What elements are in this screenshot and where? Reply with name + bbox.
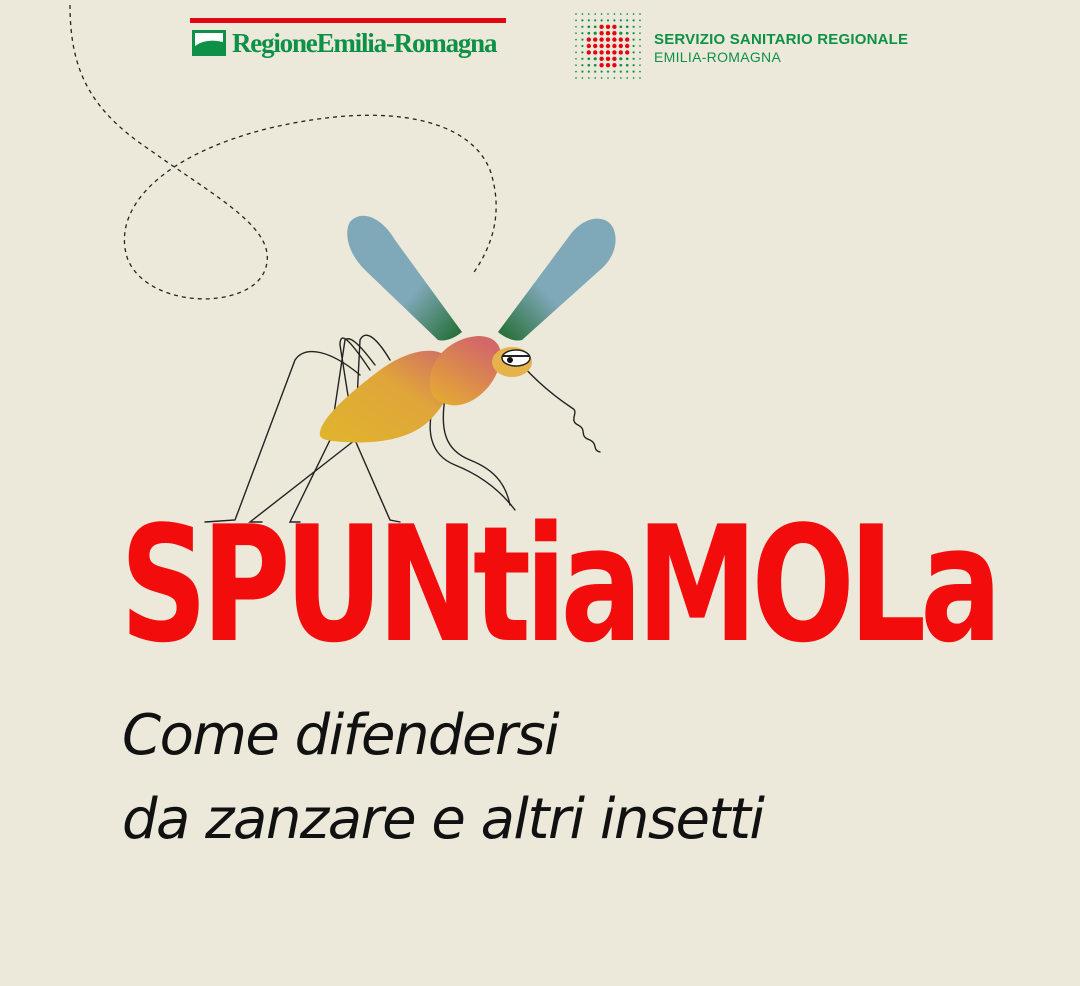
- regione-name: RegioneEmilia-Romagna: [232, 28, 497, 58]
- thorax: [430, 336, 501, 405]
- page-title: SPUNtiaMOLa: [120, 491, 997, 678]
- flight-path: [70, 5, 496, 299]
- subtitle-line-1: Come difendersi: [122, 703, 559, 768]
- left-wing: [347, 216, 462, 341]
- subtitle-line-2: da zanzare e altri insetti: [122, 787, 764, 852]
- abdomen: [320, 351, 453, 443]
- right-wing: [498, 219, 616, 341]
- ssr-line2: EMILIA-ROMAGNA: [654, 49, 782, 65]
- ssr-line1: SERVIZIO SANITARIO REGIONALE: [654, 31, 909, 48]
